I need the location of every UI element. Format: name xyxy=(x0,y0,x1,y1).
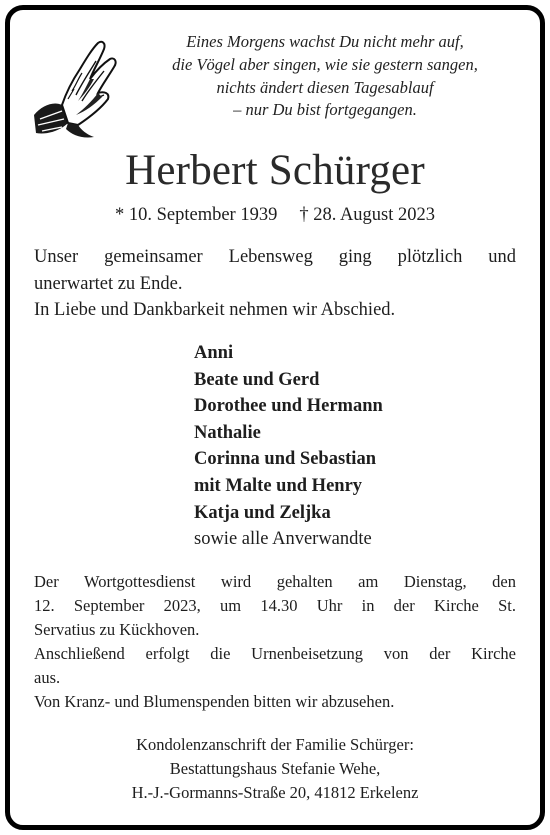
service-line: Der Wortgottesdienst wird gehalten am Dienstag, den xyxy=(34,572,516,591)
mourners-closing: sowie alle Anverwandte xyxy=(194,529,372,550)
life-dates xyxy=(0,202,550,228)
mourner: Anni xyxy=(194,343,234,363)
mourners-list xyxy=(194,340,383,553)
mourner: mit Malte und Henry xyxy=(194,475,363,496)
address-line: Bestattungshaus Stefanie Wehe, xyxy=(169,759,381,778)
intro-line: Unser gemeinsamer Lebensweg ging plötzlich und xyxy=(34,247,516,267)
service-line: aus. xyxy=(34,668,61,687)
intro-text xyxy=(34,244,516,324)
condolence-address xyxy=(0,733,550,805)
praying-hands-icon xyxy=(32,35,132,140)
service-line: 12. September 2023, um 14.30 Uhr in der Kirche St. xyxy=(34,596,516,615)
intro-line: In Liebe und Dankbarkeit nehmen wir Abschied. xyxy=(34,300,396,320)
deceased-name: Herbert Schürger xyxy=(125,147,425,194)
mourner: Nathalie xyxy=(194,422,261,443)
service-line: Servatius zu Kückhoven. xyxy=(34,620,200,639)
address-line: H.-J.-Gormanns-Straße 20, 41812 Erkelenz xyxy=(131,783,419,802)
intro-line: unerwartet zu Ende. xyxy=(34,273,183,294)
service-line: Anschließend erfolgt die Urnenbeisetzung von der Kirche xyxy=(34,644,516,663)
mourner: Dorothee und Hermann xyxy=(194,396,383,417)
poem xyxy=(120,31,530,122)
poem-line: – nur Du bist fortgegangen. xyxy=(233,100,417,120)
address-line: Kondolenzanschrift der Familie Schürger: xyxy=(136,735,414,754)
mourner: Katja und Zeljka xyxy=(194,502,331,523)
mourner: Corinna und Sebastian xyxy=(194,449,376,470)
poem-line: die Vögel aber singen, wie sie gestern sangen, xyxy=(172,54,478,74)
service-line: Von Kranz- und Blumenspenden bitten wir abzusehen. xyxy=(34,692,395,711)
poem-line: Eines Morgens wachst Du nicht mehr auf, xyxy=(186,32,464,51)
mourner: Beate und Gerd xyxy=(194,369,320,390)
service-info xyxy=(34,570,516,714)
poem-line: nichts ändert diesen Tagesablauf xyxy=(216,77,434,97)
birth-date: * 10. September 1939 xyxy=(114,205,278,225)
death-date: † 28. August 2023 xyxy=(299,205,436,225)
